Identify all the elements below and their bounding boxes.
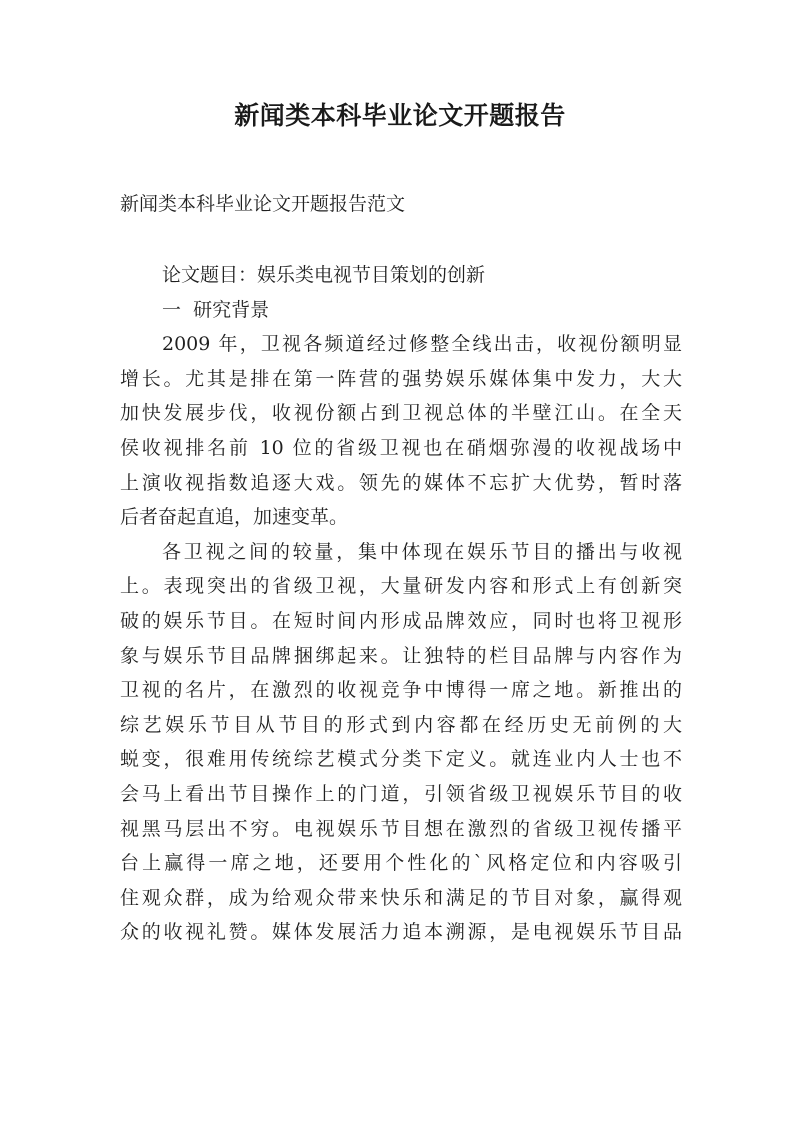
paragraph-line: 侯收视排名前 10 位的省级卫视也在硝烟弥漫的收视战场中 xyxy=(120,436,682,459)
paragraph-line: 台上赢得一席之地，还要用个性化的`风格定位和内容吸引 xyxy=(120,852,682,875)
thesis-topic: 论文题目：娱乐类电视节目策划的创新 xyxy=(162,264,486,286)
paragraph-line: 上演收视指数追逐大戏。领先的媒体不忘扩大优势，暂时落 xyxy=(120,471,682,494)
paragraph-line: 增长。尤其是排在第一阵营的强势娱乐媒体集中发力，大大 xyxy=(120,367,682,390)
paragraph-2 xyxy=(120,535,682,950)
paragraph-line: 综艺娱乐节目从节目的形式到内容都在经历史无前例的大 xyxy=(120,713,682,736)
paragraph-line: 破的娱乐节目。在短时间内形成品牌效应，同时也将卫视形 xyxy=(120,609,682,632)
document-subtitle: 新闻类本科毕业论文开题报告范文 xyxy=(120,193,406,215)
paragraph-line: 视黑马层出不穷。电视娱乐节目想在激烈的省级卫视传播平 xyxy=(120,817,682,840)
paragraph-line: 各卫视之间的较量，集中体现在娱乐节目的播出与收视 xyxy=(162,540,682,563)
paragraph-line: 后者奋起直追，加速变革。 xyxy=(120,506,349,529)
document-body xyxy=(120,258,682,950)
paragraph-line: 会马上看出节目操作上的门道，引领省级卫视娱乐节目的收 xyxy=(120,782,682,805)
paragraph-line: 卫视的名片，在激烈的收视竞争中博得一席之地。新推出的 xyxy=(120,679,682,702)
document-title: 新闻类本科毕业论文开题报告 xyxy=(234,101,566,130)
paragraph-line: 住观众群，成为给观众带来快乐和满足的节目对象，赢得观 xyxy=(120,886,682,909)
paragraph-1 xyxy=(120,327,682,535)
paragraph-line: 上。表现突出的省级卫视，大量研发内容和形式上有创新突 xyxy=(120,575,682,598)
section-heading: 一 研究背景 xyxy=(162,298,270,321)
paragraph-line: 众的收视礼赞。媒体发展活力追本溯源，是电视娱乐节目品 xyxy=(120,921,682,944)
paragraph-line: 2009 年，卫视各频道经过修整全线出击，收视份额明显 xyxy=(162,333,682,356)
paragraph-line: 蜕变，很难用传统综艺模式分类下定义。就连业内人士也不 xyxy=(120,748,682,771)
paragraph-line: 象与娱乐节目品牌捆绑起来。让独特的栏目品牌与内容作为 xyxy=(120,644,682,667)
paragraph-line: 加快发展步伐，收视份额占到卫视总体的半壁江山。在全天 xyxy=(120,402,682,425)
